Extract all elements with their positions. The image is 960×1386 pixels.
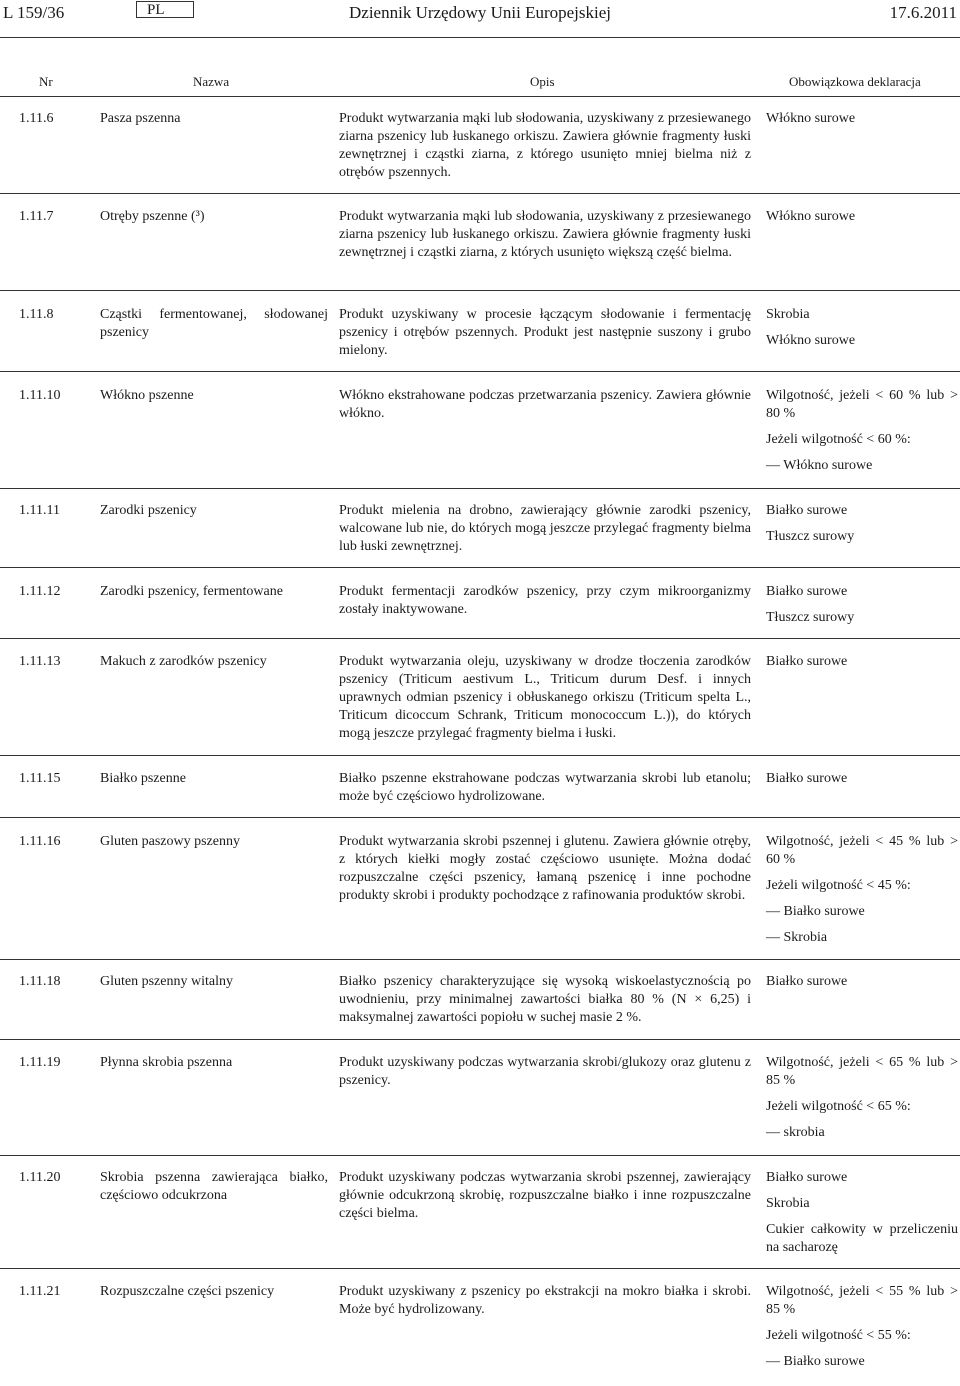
- row-description: Produkt mielenia na drobno, zawierający głównie zarodki pszenicy, walcowane lub nie, do których mogą jeszcze przylegać fragmenty bielma lub łuski zewnętrznej.: [339, 503, 751, 554]
- row-name: Rozpuszczalne części pszenicy: [100, 1284, 275, 1299]
- row-description: Produkt fermentacji zarodków pszenicy, przy czym mikroorganizmy zostały inaktywowane.: [339, 584, 751, 617]
- row-divider: [0, 488, 960, 489]
- row-declaration: [766, 208, 958, 226]
- language-code-box: PL: [136, 1, 194, 18]
- row-description: Produkt wytwarzania mąki lub słodowania, uzyskiwany z przesiewanego ziarna pszenicy lub łuskanego orkiszu. Zawiera głównie fragmenty łuski zewnętrznej i cząstki ziarna, z których usunięto większą część bielma.: [339, 209, 751, 260]
- row-number: 1.11.13: [19, 654, 61, 669]
- declaration-item: Białko surowe: [766, 654, 848, 669]
- publication-date: 17.6.2011: [889, 3, 957, 22]
- row-number: 1.11.18: [19, 974, 61, 989]
- declaration-item: — Białko surowe: [766, 1354, 865, 1369]
- declaration-item: Jeżeli wilgotność < 65 %:: [766, 1099, 911, 1114]
- row-declaration: [766, 770, 958, 788]
- row-declaration: [766, 110, 958, 128]
- row-description: Produkt uzyskiwany z pszenicy po ekstrakcji na mokro białka i skrobi. Może być hydrolizowany.: [339, 1284, 751, 1317]
- journal-title: Dziennik Urzędowy Unii Europejskiej: [349, 3, 612, 22]
- row-name: Gluten paszowy pszenny: [100, 834, 240, 849]
- declaration-item: Tłuszcz surowy: [766, 529, 855, 544]
- declaration-item: Cukier całkowity w przeliczeniu na sacharozę: [766, 1222, 958, 1255]
- row-name: Gluten pszenny witalny: [100, 974, 233, 989]
- row-description: Produkt wytwarzania oleju, uzyskiwany w drodze tłoczenia zarodków pszenicy (Triticum aestivum L., Triticum durum Desf. i innych uprawnych odmian pszenicy i obłuskanego orkiszu (Triticum spelta L., Triticum dicoccum Schrank, Triticum monococcum L.)), do których mogą jeszcze przylegać fragmenty bielma i łuski.: [339, 654, 751, 741]
- row-number: 1.11.12: [19, 584, 61, 599]
- page-header: [0, 0, 960, 30]
- row-name: Makuch z zarodków pszenicy: [100, 654, 267, 669]
- row-description: Produkt uzyskiwany podczas wytwarzania skrobi/glukozy oraz glutenu z pszenicy.: [339, 1055, 751, 1088]
- declaration-item: Tłuszcz surowy: [766, 610, 855, 625]
- row-divider: [0, 755, 960, 756]
- row-description: Produkt uzyskiwany w procesie łączącym słodowanie i fermentację pszenicy i otrębów pszennych. Produkt jest następnie suszony i grubo mielony.: [339, 307, 751, 358]
- row-number: 1.11.15: [19, 771, 61, 786]
- row-divider: [0, 1155, 960, 1156]
- row-description: Produkt wytwarzania mąki lub słodowania, uzyskiwany z przesiewanego ziarna pszenicy lub łuskanego orkiszu. Zawiera głównie fragmenty łuski zewnętrznej i cząstki ziarna, z którego usunięto mniej bielma niż z otrębów pszennych.: [339, 111, 751, 180]
- row-number: 1.11.19: [19, 1055, 61, 1070]
- row-divider: [0, 1039, 960, 1040]
- row-divider: [0, 193, 960, 194]
- row-name: Zarodki pszenicy, fermentowane: [100, 584, 283, 599]
- row-number: 1.11.20: [19, 1170, 61, 1185]
- row-declaration: [766, 502, 958, 546]
- row-description: Białko pszenne ekstrahowane podczas wytwarzania skrobi lub etanolu; może być częściowo hydrolizowane.: [339, 771, 751, 804]
- row-declaration: [766, 1054, 958, 1142]
- row-divider: [0, 371, 960, 372]
- row-description: Produkt wytwarzania skrobi pszennej i glutenu. Zawiera głównie otręby, z których kiełki mogły zostać częściowo usunięte. Można dodać rozpuszczalne części pszenicy, łamaną pszenicę i inne pochodne produkty skrobi i produkty pochodzące z rafinowania produktów skrobi.: [339, 834, 751, 903]
- column-header-description: Opis: [530, 74, 555, 89]
- declaration-item: Wilgotność, jeżeli < 55 % lub > 85 %: [766, 1284, 958, 1317]
- declaration-item: Białko surowe: [766, 584, 848, 599]
- row-name: Cząstki fermentowanej, słodowanej pszenicy: [100, 307, 328, 340]
- declaration-item: Skrobia: [766, 1196, 810, 1211]
- row-declaration: [766, 833, 958, 947]
- row-divider: [0, 567, 960, 568]
- declaration-item: Wilgotność, jeżeli < 65 % lub > 85 %: [766, 1055, 958, 1088]
- declaration-item: — skrobia: [766, 1125, 825, 1140]
- declaration-item: Białko surowe: [766, 1170, 848, 1185]
- declaration-item: Białko surowe: [766, 974, 848, 989]
- row-number: 1.11.8: [19, 307, 54, 322]
- row-name: Otręby pszenne (³): [100, 209, 205, 224]
- row-name: Zarodki pszenicy: [100, 503, 197, 518]
- column-header-nr: Nr: [39, 74, 53, 89]
- row-divider: [0, 638, 960, 639]
- row-declaration: [766, 1283, 958, 1371]
- row-declaration: [766, 653, 958, 671]
- row-description: Włókno ekstrahowane podczas przetwarzania pszenicy. Zawiera głównie włókno.: [339, 388, 751, 421]
- declaration-item: Białko surowe: [766, 503, 848, 518]
- declaration-item: Włókno surowe: [766, 209, 856, 224]
- declaration-item: Jeżeli wilgotność < 45 %:: [766, 878, 911, 893]
- row-name: Białko pszenne: [100, 771, 186, 786]
- row-number: 1.11.7: [19, 209, 54, 224]
- column-header-name: Nazwa: [193, 74, 230, 89]
- row-divider: [0, 959, 960, 960]
- declaration-item: Włókno surowe: [766, 111, 856, 126]
- row-declaration: [766, 1169, 958, 1257]
- row-number: 1.11.16: [19, 834, 61, 849]
- row-number: 1.11.10: [19, 388, 61, 403]
- declaration-item: Włókno surowe: [766, 333, 856, 348]
- table-header-divider: [0, 96, 960, 97]
- row-name: Skrobia pszenna zawierająca białko, częściowo odcukrzona: [100, 1170, 328, 1203]
- row-declaration: [766, 973, 958, 991]
- declaration-item: Wilgotność, jeżeli < 60 % lub > 80 %: [766, 388, 958, 421]
- row-number: 1.11.6: [19, 111, 54, 126]
- row-divider: [0, 290, 960, 291]
- declaration-item: Jeżeli wilgotność < 55 %:: [766, 1328, 911, 1343]
- row-declaration: [766, 306, 958, 350]
- row-description: Produkt uzyskiwany podczas wytwarzania skrobi pszennej, zawierający głównie odcukrzoną skrobię, rozpuszczalne białko i inne rozpuszczalne części bielma.: [339, 1170, 751, 1221]
- row-description: Białko pszenicy charakteryzujące się wysoką wiskoelastycznością po uwodnieniu, przy minimalnej zawartości białka 80 % (N × 6,25) i maksymalnej zawartości popiołu w suchej masie 2 %.: [339, 974, 751, 1025]
- header-divider: [0, 37, 960, 38]
- row-declaration: [766, 583, 958, 627]
- row-name: Włókno pszenne: [100, 388, 194, 403]
- row-declaration: [766, 387, 958, 475]
- declaration-item: Skrobia: [766, 307, 810, 322]
- declaration-item: Jeżeli wilgotność < 60 %:: [766, 432, 911, 447]
- declaration-item: Wilgotność, jeżeli < 45 % lub > 60 %: [766, 834, 958, 867]
- declaration-item: — Skrobia: [766, 930, 828, 945]
- row-divider: [0, 1268, 960, 1269]
- row-name: Pasza pszenna: [100, 111, 181, 126]
- row-number: 1.11.11: [19, 503, 60, 518]
- declaration-item: Białko surowe: [766, 771, 848, 786]
- declaration-item: — Białko surowe: [766, 904, 865, 919]
- column-header-mandatory-declaration: Obowiązkowa deklaracja: [789, 74, 921, 89]
- row-divider: [0, 817, 960, 818]
- page-reference: L 159/36: [3, 3, 65, 22]
- declaration-item: — Włókno surowe: [766, 458, 873, 473]
- row-name: Płynna skrobia pszenna: [100, 1055, 233, 1070]
- row-number: 1.11.21: [19, 1284, 61, 1299]
